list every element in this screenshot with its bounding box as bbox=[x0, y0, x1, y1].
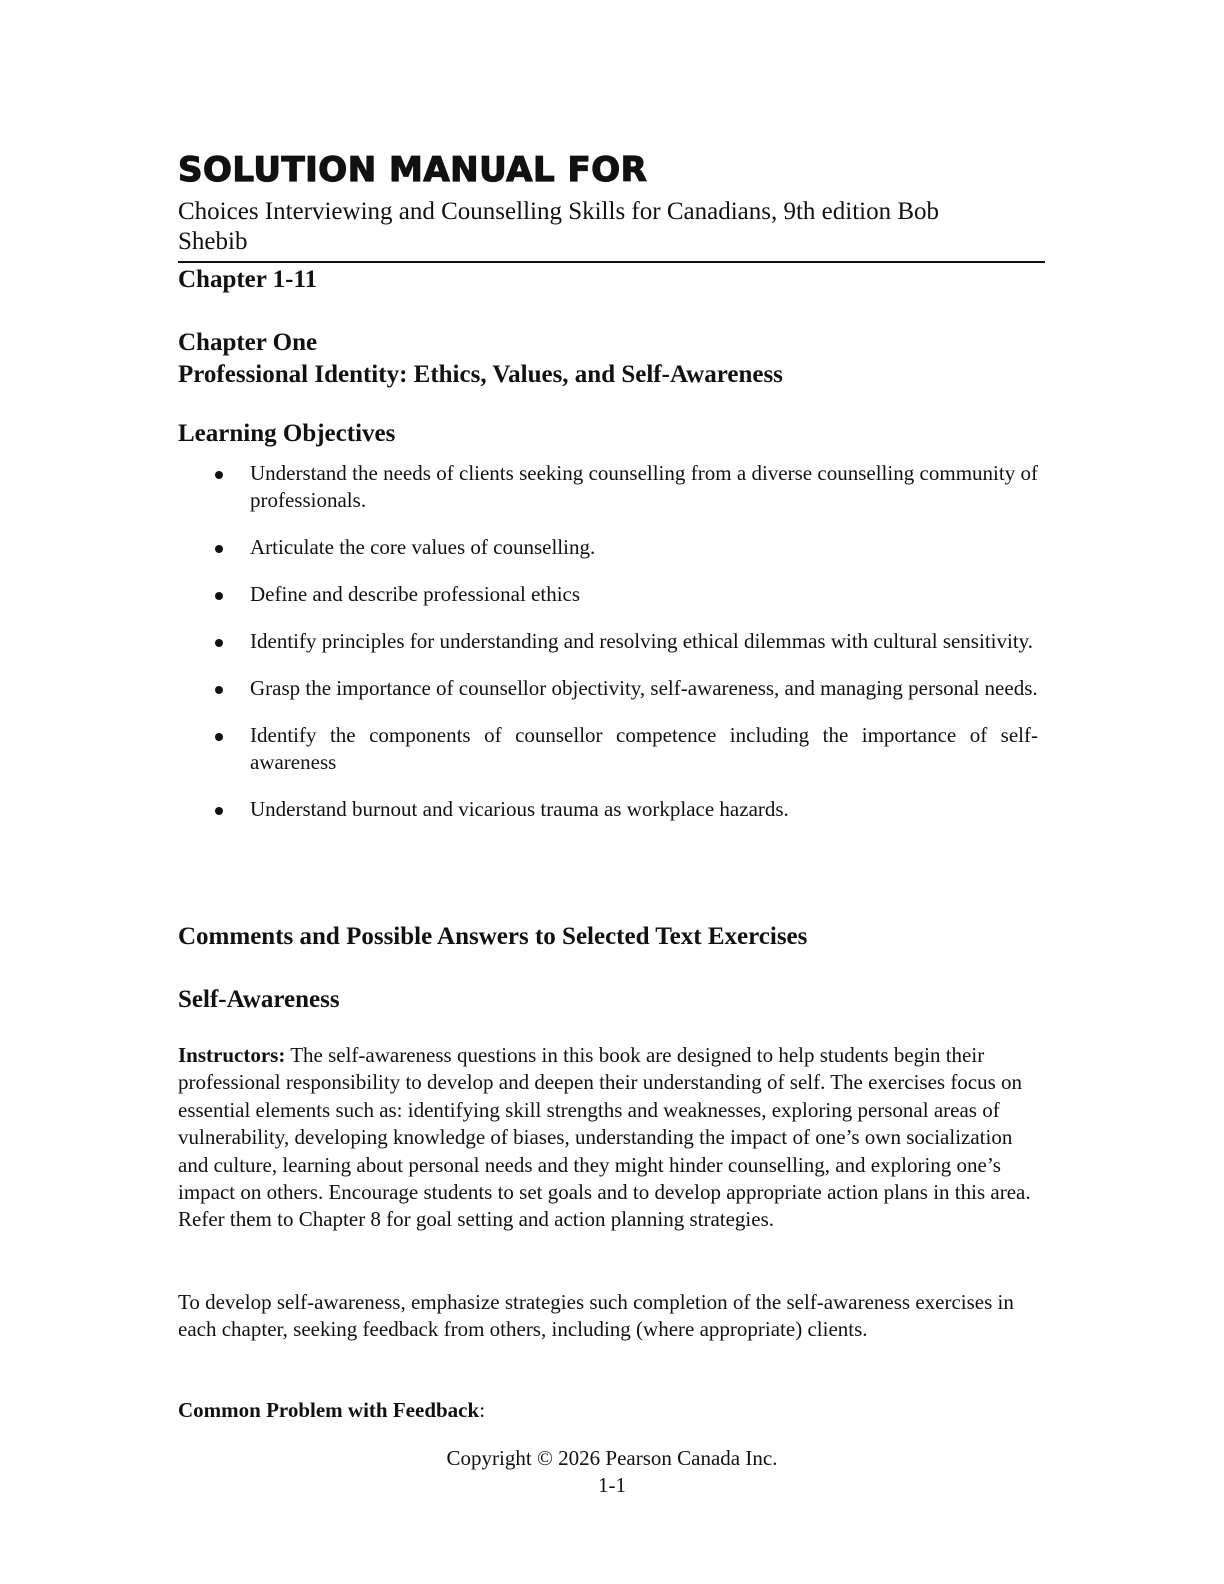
objective-text: Identify the components of counsellor competence including the importance of self-awareness bbox=[250, 723, 1038, 774]
list-item bbox=[178, 534, 1038, 561]
learning-objectives-list bbox=[178, 460, 1038, 843]
list-item bbox=[178, 581, 1038, 608]
develop-paragraph: To develop self-awareness, emphasize strategies such completion of the self-awareness exercises in each chapter, seeking feedback from others, including (where appropriate) clients. bbox=[178, 1290, 1014, 1342]
list-item bbox=[178, 796, 1038, 823]
solution-manual-banner: SOLUTION MANUAL FOR bbox=[178, 150, 648, 190]
objective-text: Understand the needs of clients seeking counselling from a diverse counselling community of professionals. bbox=[250, 461, 1038, 512]
list-item bbox=[178, 722, 1038, 776]
objective-text: Articulate the core values of counselling. bbox=[250, 535, 596, 559]
objective-text: Grasp the importance of counsellor objectivity, self-awareness, and managing personal needs. bbox=[250, 676, 1038, 700]
self-awareness-heading: Self-Awareness bbox=[178, 986, 340, 1013]
chapter-number: Chapter One bbox=[178, 329, 318, 356]
objective-text: Identify principles for understanding and resolving ethical dilemmas with cultural sensitivity. bbox=[250, 629, 1034, 653]
objective-text: Define and describe professional ethics bbox=[250, 582, 581, 606]
instructors-text: The self-awareness questions in this book are designed to help students begin their professional responsibility to develop and deepen their understanding of self. The exercises focus on essential elements such as: identifying skill strengths and weaknesses, exploring personal areas of vulnerability, developing knowledge of biases, understanding the impact of one’s own socialization and culture, learning about personal needs and they might hinder counselling, and exploring one’s impact on others. Encourage students to set goals and to develop appropriate action plans in this area. Refer them to Chapter 8 for goal setting and action planning strategies. bbox=[178, 1043, 1031, 1232]
list-item bbox=[178, 460, 1038, 514]
comments-heading: Comments and Possible Answers to Selected Text Exercises bbox=[178, 923, 808, 950]
chapter-heading bbox=[178, 327, 783, 391]
bullet-icon bbox=[215, 686, 223, 694]
list-item bbox=[178, 675, 1038, 702]
book-title bbox=[178, 197, 1048, 257]
chapter-range: Chapter 1-11 bbox=[178, 266, 318, 293]
objective-text: Understand burnout and vicarious trauma as workplace hazards. bbox=[250, 797, 789, 821]
book-title-line-2: Shebib bbox=[178, 228, 248, 255]
learning-objectives-heading: Learning Objectives bbox=[178, 420, 396, 447]
common-problem-colon: : bbox=[479, 1398, 486, 1422]
book-title-line-1: Choices Interviewing and Counselling Skills for Canadians, 9th edition Bob bbox=[178, 198, 940, 225]
bullet-icon bbox=[215, 592, 223, 600]
common-problem-label: Common Problem with Feedback bbox=[178, 1398, 480, 1422]
bullet-icon bbox=[215, 545, 223, 553]
copyright-notice: Copyright © 2026 Pearson Canada Inc. bbox=[446, 1446, 778, 1470]
common-problem-line bbox=[178, 1397, 1038, 1424]
list-item bbox=[178, 628, 1038, 655]
header-divider bbox=[178, 261, 1045, 263]
instructors-paragraph bbox=[178, 1042, 1038, 1234]
bullet-icon bbox=[215, 471, 223, 479]
bullet-icon bbox=[215, 639, 223, 647]
bullet-icon bbox=[215, 807, 223, 815]
bullet-icon bbox=[215, 733, 223, 741]
page-number: 1-1 bbox=[598, 1473, 626, 1497]
instructors-label: Instructors: bbox=[178, 1043, 286, 1067]
chapter-title: Professional Identity: Ethics, Values, and Self-Awareness bbox=[178, 361, 783, 388]
